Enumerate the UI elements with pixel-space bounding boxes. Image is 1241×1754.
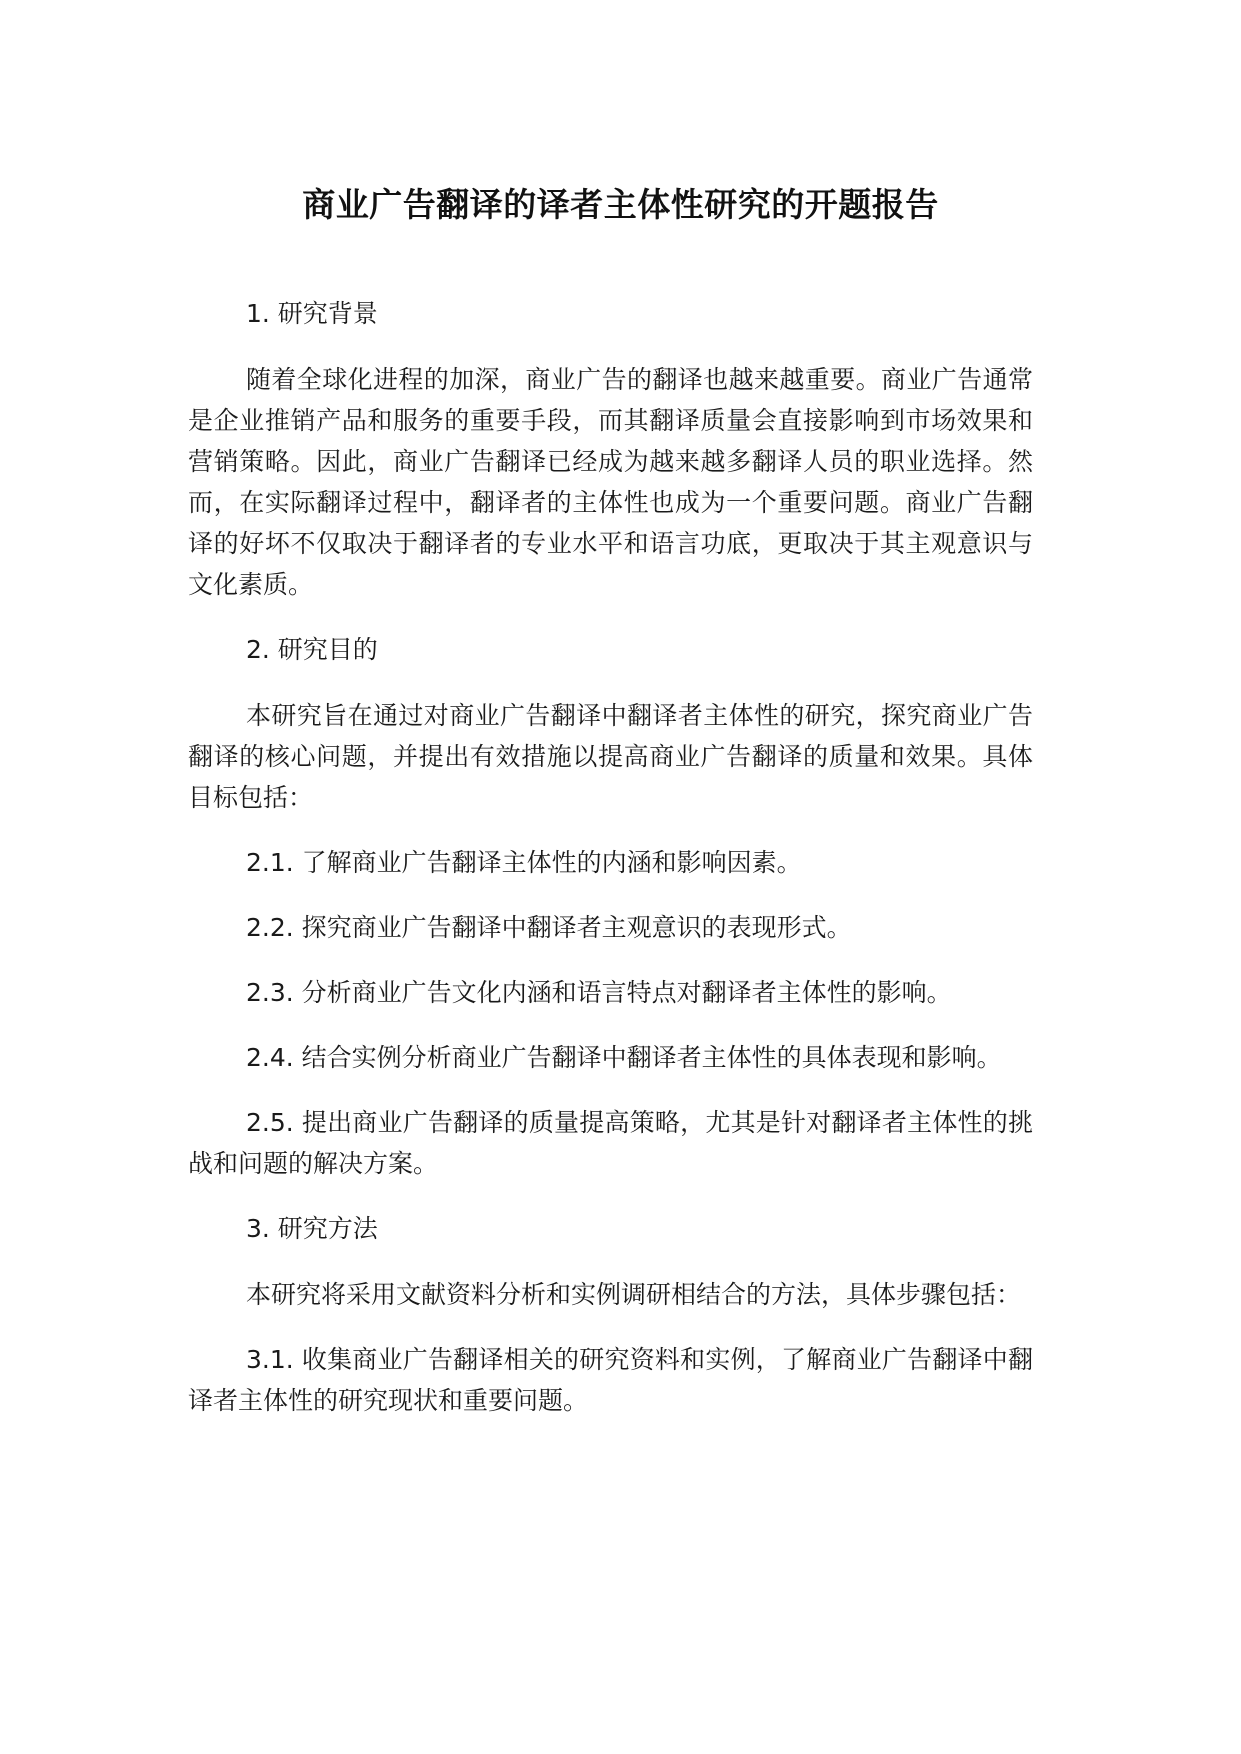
list-item-objective-2-4: 2.4. 结合实例分析商业广告翻译中翻译者主体性的具体表现和影响。 bbox=[246, 1043, 1002, 1072]
section-heading-methods: 3. 研究方法 bbox=[246, 1214, 378, 1243]
paragraph-background: 随着全球化进程的加深，商业广告的翻译也越来越重要。商业广告通常是企业推销产品和服务的重要手段，而其翻译质量会直接影响到市场效果和营销策略。因此，商业广告翻译已经成为越来越多翻译人员的职业选择。然而，在实际翻译过程中，翻译者的主体性也成为一个重要问题。商业广告翻译的好坏不仅取决于翻译者的专业水平和语言功底，更取决于其主观意识与文化素质。 bbox=[188, 365, 1033, 599]
document-body bbox=[188, 293, 1033, 1445]
section-heading-background: 1. 研究背景 bbox=[246, 299, 378, 328]
list-item-objective-2-1: 2.1. 了解商业广告翻译主体性的内涵和影响因素。 bbox=[246, 848, 802, 877]
list-item-objective-2-2: 2.2. 探究商业广告翻译中翻译者主观意识的表现形式。 bbox=[246, 913, 852, 942]
list-item-step-3-1: 3.1. 收集商业广告翻译相关的研究资料和实例，了解商业广告翻译中翻译者主体性的研究现状和重要问题。 bbox=[188, 1345, 1033, 1415]
list-item-objective-2-5: 2.5. 提出商业广告翻译的质量提高策略，尤其是针对翻译者主体性的挑战和问题的解决方案。 bbox=[188, 1108, 1033, 1178]
section-heading-purpose: 2. 研究目的 bbox=[246, 635, 378, 664]
list-item-objective-2-3: 2.3. 分析商业广告文化内涵和语言特点对翻译者主体性的影响。 bbox=[246, 978, 952, 1007]
paragraph-methods: 本研究将采用文献资料分析和实例调研相结合的方法，具体步骤包括： bbox=[246, 1280, 1022, 1309]
paragraph-purpose: 本研究旨在通过对商业广告翻译中翻译者主体性的研究，探究商业广告翻译的核心问题，并提出有效措施以提高商业广告翻译的质量和效果。具体目标包括： bbox=[188, 701, 1033, 812]
document-title: 商业广告翻译的译者主体性研究的开题报告 bbox=[302, 185, 939, 224]
